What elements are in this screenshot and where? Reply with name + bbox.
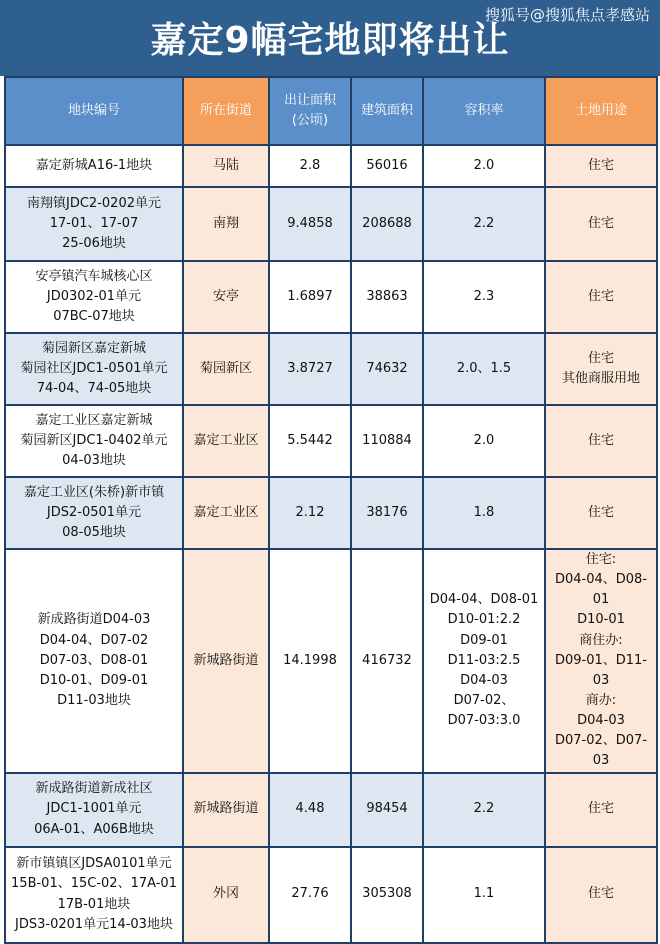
table-row [5, 773, 657, 847]
cell-floor-area: 56016 [351, 145, 423, 187]
cell-floor-area: 416732 [351, 549, 423, 773]
cell-area: 27.76 [269, 847, 351, 943]
cell-floor-area: 208688 [351, 187, 423, 261]
cell-street: 南翔 [183, 187, 269, 261]
col-header-floor-area: 建筑面积 [351, 77, 423, 145]
cell-use: 住宅 [545, 477, 657, 549]
table-row [5, 145, 657, 187]
cell-use: 住宅 [545, 405, 657, 477]
cell-street: 嘉定工业区 [183, 405, 269, 477]
cell-floor-area: 38176 [351, 477, 423, 549]
cell-use: 住宅 [545, 145, 657, 187]
col-header-far: 容积率 [423, 77, 545, 145]
cell-area: 14.1998 [269, 549, 351, 773]
cell-parcel: 嘉定工业区嘉定新城 菊园新区JDC1-0402单元 04-03地块 [5, 405, 183, 477]
table-row [5, 261, 657, 333]
table-row [5, 405, 657, 477]
cell-use: 住宅 [545, 773, 657, 847]
cell-far: 1.8 [423, 477, 545, 549]
cell-far: 2.2 [423, 773, 545, 847]
cell-street: 新城路街道 [183, 549, 269, 773]
cell-use: 住宅 [545, 847, 657, 943]
cell-far: D04-04、D08-01 D10-01:2.2 D09-01 D11-03:2.5 D04-03 D07-02、 D07-03:3.0 [423, 549, 545, 773]
col-header-parcel: 地块编号 [5, 77, 183, 145]
cell-floor-area: 38863 [351, 261, 423, 333]
cell-far: 2.2 [423, 187, 545, 261]
header-row [5, 77, 657, 145]
table-row [5, 477, 657, 549]
cell-far: 1.1 [423, 847, 545, 943]
cell-use: 住宅 其他商服用地 [545, 333, 657, 405]
cell-area: 2.12 [269, 477, 351, 549]
cell-use: 住宅 [545, 261, 657, 333]
cell-area: 3.8727 [269, 333, 351, 405]
cell-area: 5.5442 [269, 405, 351, 477]
land-table [4, 76, 658, 944]
cell-far: 2.3 [423, 261, 545, 333]
table-row [5, 549, 657, 773]
table-row [5, 847, 657, 943]
cell-area: 4.48 [269, 773, 351, 847]
cell-street: 安亭 [183, 261, 269, 333]
cell-parcel: 新成路街道D04-03 D04-04、D07-02 D07-03、D08-01 D10-01、D09-01 D11-03地块 [5, 549, 183, 773]
cell-far: 2.0 [423, 405, 545, 477]
cell-floor-area: 305308 [351, 847, 423, 943]
cell-floor-area: 74632 [351, 333, 423, 405]
cell-far: 2.0 [423, 145, 545, 187]
cell-street: 嘉定工业区 [183, 477, 269, 549]
page-title: 嘉定9幅宅地即将出让 [150, 20, 510, 61]
col-header-street: 所在街道 [183, 77, 269, 145]
cell-floor-area: 98454 [351, 773, 423, 847]
cell-area: 9.4858 [269, 187, 351, 261]
table-row [5, 333, 657, 405]
cell-area: 1.6897 [269, 261, 351, 333]
cell-use: 住宅 [545, 187, 657, 261]
cell-use: 住宅: D04-04、D08-01 D10-01 商住办: D09-01、D11-03 商办: D04-03 D07-02、D07-03 [545, 549, 657, 773]
cell-parcel: 菊园新区嘉定新城 菊园社区JDC1-0501单元 74-04、74-05地块 [5, 333, 183, 405]
cell-street: 马陆 [183, 145, 269, 187]
cell-floor-area: 110884 [351, 405, 423, 477]
cell-area: 2.8 [269, 145, 351, 187]
table-row [5, 187, 657, 261]
cell-parcel: 嘉定新城A16-1地块 [5, 145, 183, 187]
cell-street: 菊园新区 [183, 333, 269, 405]
cell-parcel: 新市镇镇区JDSA0101单元 15B-01、15C-02、17A-01 17B-01地块 JDS3-0201单元14-03地块 [5, 847, 183, 943]
cell-far: 2.0、1.5 [423, 333, 545, 405]
cell-parcel: 嘉定工业区(朱桥)新市镇 JDS2-0501单元 08-05地块 [5, 477, 183, 549]
cell-street: 新城路街道 [183, 773, 269, 847]
col-header-use: 土地用途 [545, 77, 657, 145]
cell-street: 外冈 [183, 847, 269, 943]
cell-parcel: 南翔镇JDC2-0202单元 17-01、17-07 25-06地块 [5, 187, 183, 261]
cell-parcel: 新成路街道新成社区 JDC1-1001单元 06A-01、A06B地块 [5, 773, 183, 847]
col-header-area: 出让面积 (公顷) [269, 77, 351, 145]
watermark: 搜狐号@搜狐焦点孝感站 [484, 6, 650, 24]
cell-parcel: 安亭镇汽车城核心区 JD0302-01单元 07BC-07地块 [5, 261, 183, 333]
